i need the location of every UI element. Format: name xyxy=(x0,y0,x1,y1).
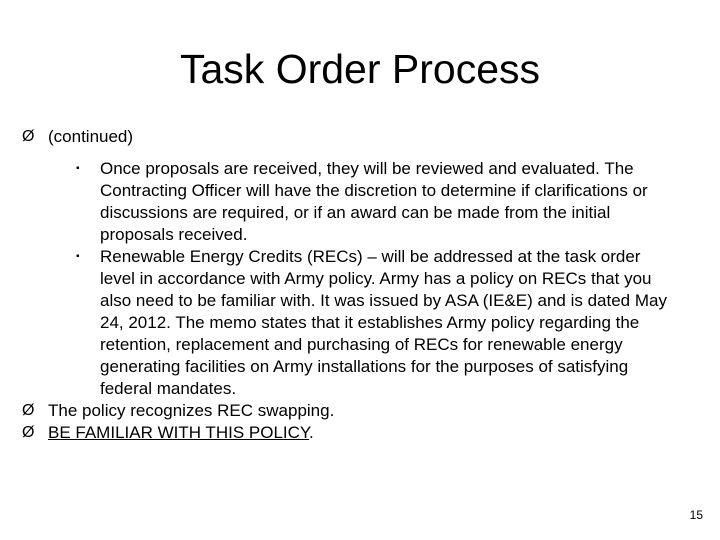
square-bullet-icon: ▪ xyxy=(76,163,80,174)
bullet-text: The policy recognizes REC swapping. xyxy=(48,401,335,420)
familiar-period: . xyxy=(309,423,314,442)
bullet-policy xyxy=(22,400,682,422)
bullet-continued xyxy=(22,126,682,148)
bullet-text: (continued) xyxy=(48,127,134,146)
bullet-familiar xyxy=(22,422,682,444)
slide-body xyxy=(22,126,682,444)
arrow-bullet-icon: Ø xyxy=(22,424,35,441)
familiar-emphasis: BE FAMILIAR WITH THIS POLICY xyxy=(48,423,310,442)
bullet-text xyxy=(48,422,314,444)
sub-bullet-text: Once proposals are received, they will be reviewed and evaluated. The Contracting Officer will have the discretion to determine if clarifications or discussions are required, or if an award can be made from the initial proposals received. xyxy=(100,159,648,244)
arrow-bullet-icon: Ø xyxy=(22,402,35,419)
square-bullet-icon: ▪ xyxy=(76,251,80,262)
sub-bullet-recs xyxy=(22,246,682,400)
page-number: 15 xyxy=(689,508,703,522)
sub-bullet-text: Renewable Energy Credits (RECs) – will be addressed at the task order level in accordance with Army policy. Army has a policy on RECs that you also need to be familiar with. It was issued by ASA (IE&E) and is dated May 24, 2012. The memo states that it establishes Army policy regarding the retention, replacement and purchasing of RECs for renewable energy generating facilities on Army installations for the purposes of satisfying federal mandates. xyxy=(100,247,667,398)
sub-bullet-proposals xyxy=(22,158,682,246)
slide-title: Task Order Process xyxy=(180,46,540,92)
arrow-bullet-icon: Ø xyxy=(22,128,35,145)
